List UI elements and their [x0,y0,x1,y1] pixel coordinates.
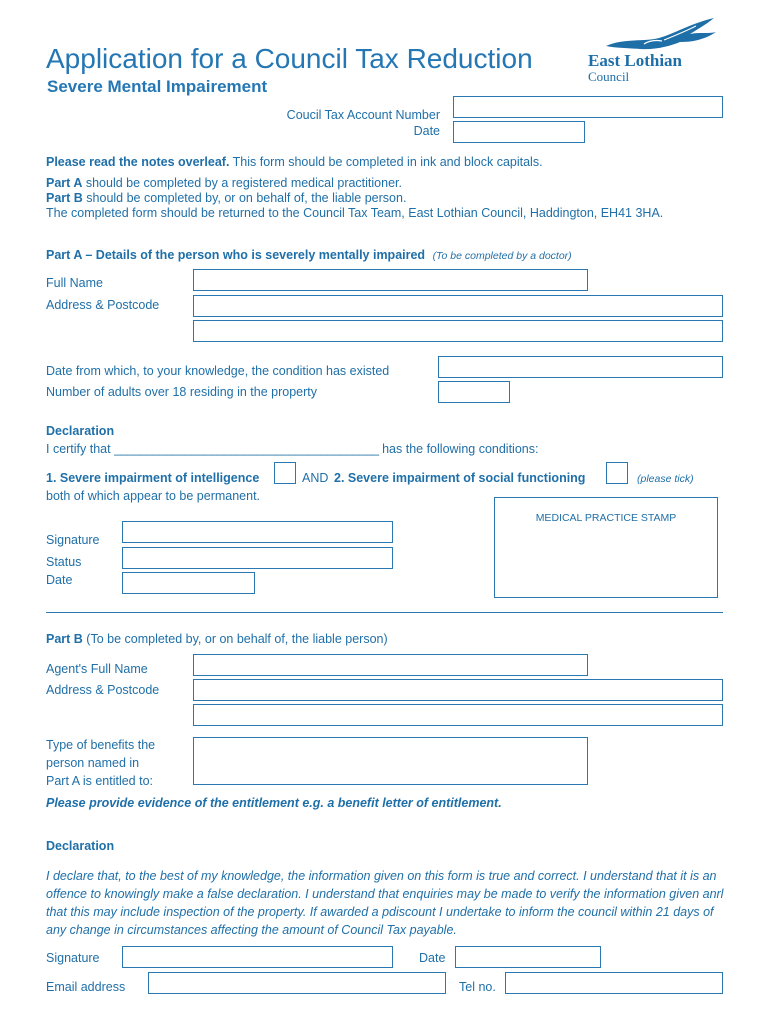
part-b-heading-row [46,632,388,647]
agent-name-field[interactable] [193,654,588,676]
part-b-address-label: Address & Postcode [46,683,160,697]
certify-suffix: has the following conditions: [382,442,539,456]
address-field-line1[interactable] [193,295,723,317]
part-b-date-label: Date [419,951,446,965]
evidence-note: Please provide evidence of the entitlement e.g. a benefit letter of entitlement. [46,796,502,810]
header-date-label: Date [413,124,440,138]
please-tick-note: (please tick) [637,473,694,485]
adults-field[interactable] [438,381,510,403]
part-a-signature-field[interactable] [122,521,393,543]
account-number-field[interactable] [453,96,723,118]
benefits-label-line3: Part A is entitled to: [46,774,154,788]
part-a-signature-label: Signature [46,533,100,547]
address-label: Address & Postcode [46,298,160,312]
adults-label: Number of adults over 18 residing in the property [46,385,317,399]
intro-part-b-rest: should be completed by, or on behalf of, the liable person. [82,191,407,205]
part-a-date-field[interactable] [122,572,255,594]
condition-1-checkbox[interactable] [274,462,296,484]
intro-return-address: The completed form should be returned to the Council Tax Team, East Lothian Council, Haddington, EH41 3HA. [46,206,664,220]
condition-2-checkbox[interactable] [606,462,628,484]
part-a-declaration-heading: Declaration [46,424,115,438]
condition-1-label: 1. Severe impairment of intelligence [46,471,260,485]
intro-notes-bold: Please read the notes overleaf. [46,155,230,169]
logo-text-name: East Lothian [588,51,682,70]
tel-field[interactable] [505,972,723,994]
part-a-date-label: Date [46,573,73,587]
part-a-heading: Part A – Details of the person who is severely mentally impaired [46,248,426,262]
part-b-signature-field[interactable] [122,946,393,968]
council-logo [586,16,726,86]
certify-row [46,442,538,457]
page-title: Application for a Council Tax Reduction [46,43,533,74]
benefits-label-line2: person named in [46,756,140,770]
email-field[interactable] [148,972,446,994]
intro-part-a [46,176,402,191]
part-b-address-field-line2[interactable] [193,704,723,726]
eagle-icon [604,16,724,56]
page-subtitle: Severe Mental Impairement [47,77,268,96]
intro-notes [46,155,543,170]
intro-part-b-bold: Part B [46,191,83,205]
part-a-status-field[interactable] [122,547,393,569]
condition-2-label: 2. Severe impairment of social functioning [334,471,586,485]
date-from-field[interactable] [438,356,723,378]
medical-stamp-label: MEDICAL PRACTICE STAMP [535,512,677,524]
part-a-heading-row [46,248,572,264]
full-name-field[interactable] [193,269,588,291]
and-text: AND [302,471,329,485]
account-number-label: Coucil Tax Account Number [286,108,440,122]
intro-part-b [46,191,406,206]
intro-notes-rest: This form should be completed in ink and block capitals. [229,155,543,169]
part-b-heading-bold: Part B [46,632,83,646]
header-date-field[interactable] [453,121,585,143]
part-b-date-field[interactable] [455,946,601,968]
part-a-heading-note: (To be completed by a doctor) [432,250,572,262]
part-a-status-label: Status [46,555,82,569]
logo-text-council: Council [588,69,630,84]
tel-label: Tel no. [459,980,496,994]
part-b-address-field-line1[interactable] [193,679,723,701]
permanent-text: both of which appear to be permanent. [46,489,261,503]
intro-part-a-bold: Part A [46,176,83,190]
part-b-declaration-heading: Declaration [46,839,115,853]
certify-blank-line[interactable]: _________________________________________ [114,442,379,456]
part-b-heading-rest: (To be completed by, or on behalf of, the liable person) [82,632,388,646]
full-name-label: Full Name [46,276,103,290]
part-b-declaration-text: I declare that, to the best of my knowledge, the information given on this form is true and correct. I understand that it is an offence to knowingly make a false declaration. I understand that enquiries may be made to verify the information given anrl that this may include inspection of the property. If awarded a pdiscount I undertake to inform the council within 21 days of any change in circumstances affecting the amount of Council Tax payable. [46,869,724,937]
certify-prefix: I certify that [46,442,111,456]
agent-name-label: Agent's Full Name [46,662,148,676]
benefits-field[interactable] [193,737,588,785]
medical-stamp-box[interactable] [494,497,718,598]
section-divider [46,612,723,613]
email-label: Email address [46,980,126,994]
address-field-line2[interactable] [193,320,723,342]
date-from-label: Date from which, to your knowledge, the condition has existed [46,364,390,378]
intro-part-a-rest: should be completed by a registered medical practitioner. [82,176,402,190]
benefits-label-line1: Type of benefits the [46,738,156,752]
part-b-signature-label: Signature [46,951,100,965]
